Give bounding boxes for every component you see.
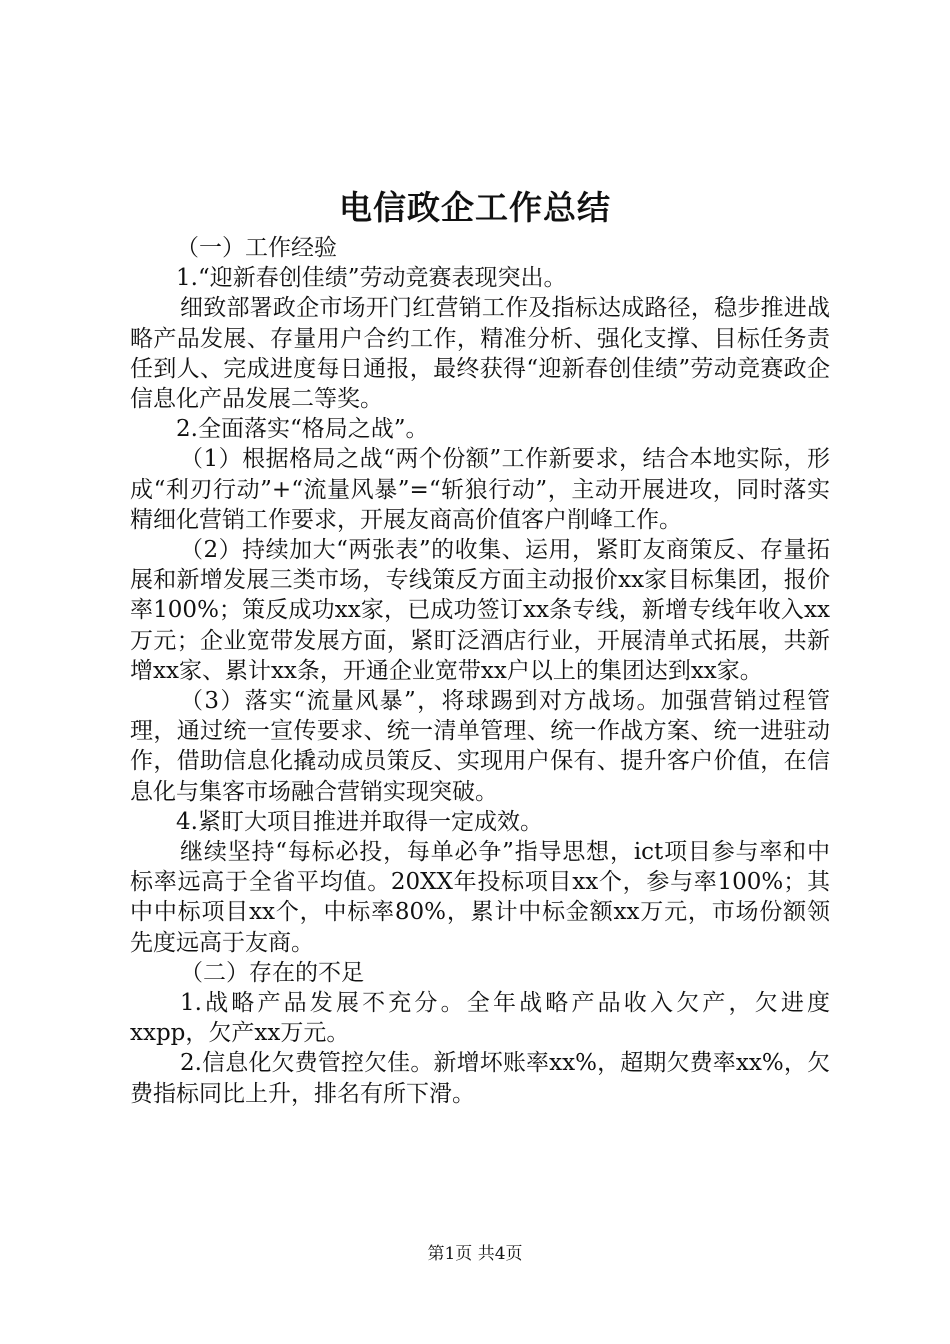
document-title: 电信政企工作总结: [339, 188, 611, 227]
item-heading-pattern-war: 2.全面落实“格局之战”。: [176, 416, 429, 443]
item-heading-big-projects: 4.紧盯大项目推进并取得一定成效。: [176, 808, 543, 835]
paragraph-pattern-war-2: （2）持续加大“两张表”的收集、运用，紧盯友商策反、存量拓展和新增发展三类市场，专线策反方面主动报价xx家目标集团，报价率100%；策反成功xx家，已成功签订xx条专线，新增专线年收入xx万元；企业宽带发展方面，紧盯泛酒店行业，开展清单式拓展，共新增xx家、累计xx条，开通企业宽带xx户以上的集团达到xx家。: [130, 537, 830, 684]
document-body: [130, 233, 830, 1109]
paragraph-pattern-war-3: （3）落实“流量风暴”，将球踢到对方战场。加强营销过程管理，通过统一宣传要求、统一清单管理、统一作战方案、统一进驻动作，借助信息化撬动成员策反、实现用户保有、提升客户价值，在信息化与集客市场融合营销实现突破。: [130, 688, 830, 805]
section-heading-shortcomings: （二）存在的不足: [180, 959, 364, 986]
paragraph-shortcoming-2: 2.信息化欠费管控欠佳。新增坏账率xx%，超期欠费率xx%，欠费指标同比上升，排名有所下滑。: [130, 1050, 830, 1107]
paragraph-big-projects: 继续坚持“每标必投，每单必争”指导思想，ict项目参与率和中标率远高于全省平均值。20XX年投标项目xx个，参与率100%；其中中标项目xx个，中标率80%，累计中标金额xx万元，市场份额领先度远高于友商。: [130, 839, 830, 956]
paragraph-competition: 细致部署政企市场开门红营销工作及指标达成路径，稳步推进战略产品发展、存量用户合约工作，精准分析、强化支撑、目标任务责任到人、完成进度每日通报，最终获得“迎新春创佳绩”劳动竞赛政企信息化产品发展二等奖。: [130, 295, 830, 413]
paragraph-pattern-war-1: （1）根据格局之战“两个份额”工作新要求，结合本地实际，形成“利刃行动”+“流量风暴”=“斩狼行动”，主动开展进攻，同时落实精细化营销工作要求，开展友商高价值客户削峰工作。: [130, 446, 830, 533]
section-heading-experience: （一）工作经验: [176, 235, 337, 261]
item-heading-competition: 1.“迎新春创佳绩”劳动竞赛表现突出。: [176, 265, 567, 292]
page-footer: 第1页 共4页: [427, 1244, 523, 1264]
paragraph-shortcoming-1: 1.战略产品发展不充分。全年战略产品收入欠产，欠进度xxpp，欠产xx万元。: [130, 990, 830, 1047]
